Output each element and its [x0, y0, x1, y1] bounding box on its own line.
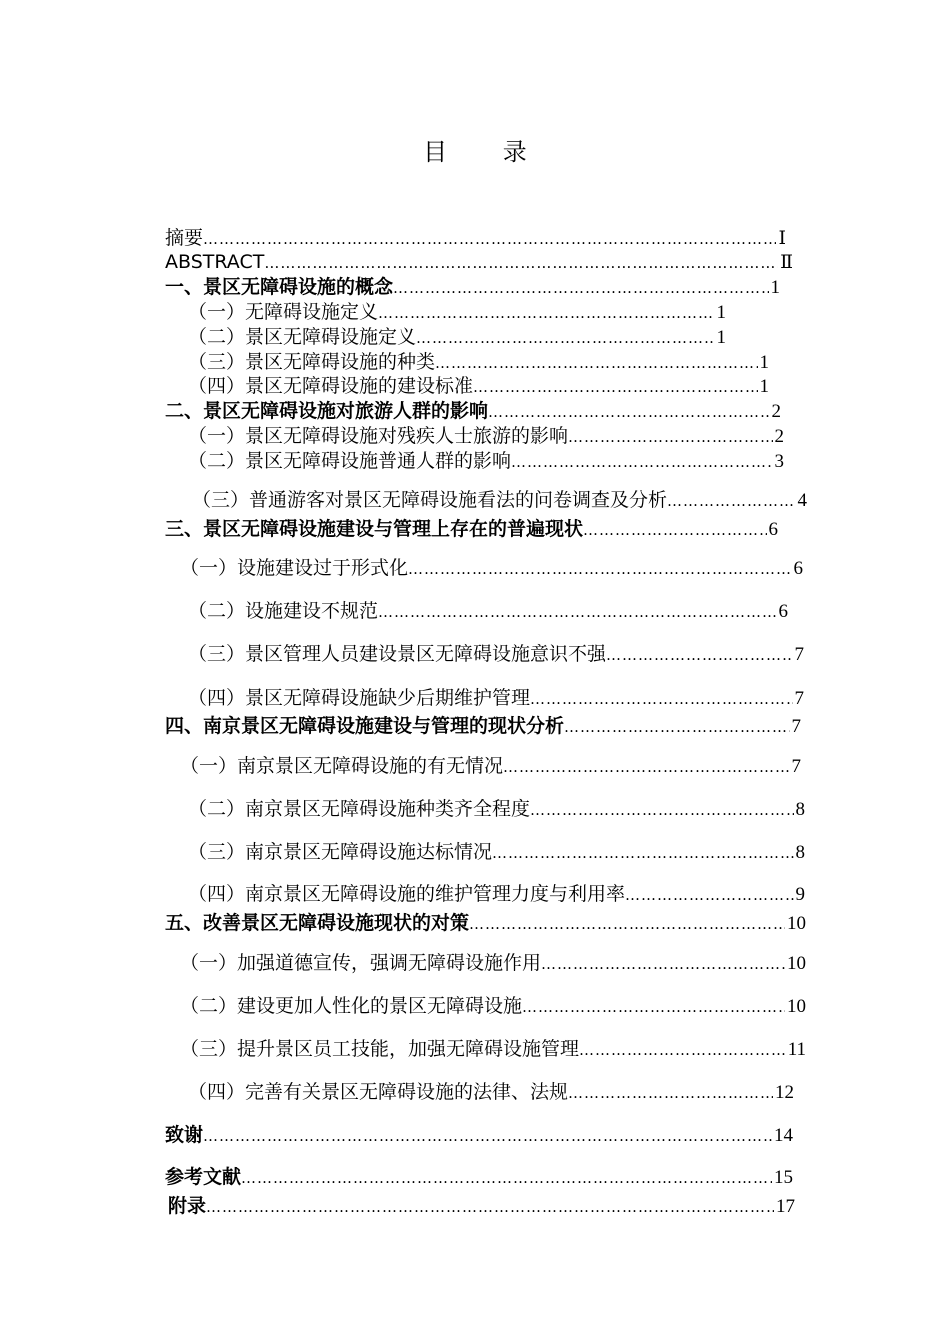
toc-entry-page: 1: [770, 277, 780, 298]
toc-entry: [188, 797, 805, 821]
toc-leader: [568, 425, 772, 448]
toc-leader: [492, 841, 793, 864]
toc-entry-label: （三）普通游客对景区无障碍设施看法的问卷调查及分析: [192, 489, 668, 511]
toc-entry-label: 致谢: [165, 1124, 204, 1146]
toc-entry: [188, 325, 726, 349]
toc-leader: [469, 912, 785, 935]
toc-chapter-entry: [165, 911, 806, 935]
toc-leader: [264, 251, 778, 274]
toc-entry: [180, 556, 803, 580]
toc-leader: [393, 276, 768, 299]
toc-entry-label: （一）设施建设过于形式化: [180, 557, 409, 579]
toc-entry-page: 8: [795, 842, 805, 863]
toc-entry-label: ABSTRACT: [165, 251, 265, 273]
toc-chapter-entry: [165, 399, 781, 423]
toc-entry: [188, 374, 769, 398]
toc-entry-page: 15: [774, 1167, 793, 1188]
toc-entry-label: （三）南京景区无障碍设施达标情况: [188, 841, 493, 863]
toc-entry-page: 9: [795, 884, 805, 905]
toc-entry-page: 3: [774, 451, 784, 472]
toc-entry-page: Ⅰ: [778, 228, 786, 249]
toc-entry-page: 7: [794, 644, 804, 665]
toc-chapter-entry: [165, 517, 778, 541]
toc-entry-page: 1: [759, 376, 769, 397]
toc-entry: [180, 754, 801, 778]
toc-entry-label: （四）完善有关景区无障碍设施的法律、法规: [188, 1081, 569, 1103]
toc-entry: [188, 350, 769, 374]
toc-entry: [188, 300, 726, 324]
toc-entry-label: （二）设施建设不规范: [188, 600, 379, 622]
toc-leader: [435, 351, 757, 374]
toc-entry-label: 参考文献: [165, 1166, 242, 1188]
toc-entry: [188, 882, 805, 906]
toc-entry: [188, 1080, 794, 1104]
toc-entry-label: （三）景区无障碍设施的种类: [188, 351, 436, 373]
toc-entry-page: 2: [771, 401, 781, 422]
toc-chapter-entry: [165, 1123, 793, 1147]
toc-entry-page: 6: [768, 519, 778, 540]
toc-entry-label: （二）建设更加人性化的景区无障碍设施: [180, 995, 523, 1017]
toc-entry-label: 一、景区无障碍设施的概念: [165, 276, 394, 298]
toc-entry-label: （一）景区无障碍设施对残疾人士旅游的影响: [188, 425, 569, 447]
toc-entry-label: （四）景区无障碍设施的建设标准: [188, 375, 474, 397]
toc-entry-page: 7: [791, 716, 801, 737]
toc-entry: [165, 250, 793, 274]
toc-entry-page: 1: [759, 352, 769, 373]
toc-entry-page: 2: [774, 426, 784, 447]
toc-entry-label: （二）南京景区无障碍设施种类齐全程度: [188, 798, 531, 820]
toc-leader: [203, 1124, 772, 1147]
toc-entry-label: （四）南京景区无障碍设施的维护管理力度与利用率: [188, 883, 626, 905]
toc-entry-page: 14: [774, 1125, 793, 1146]
toc-entry-label: 五、改善景区无障碍设施现状的对策: [165, 912, 470, 934]
toc-leader: [568, 1081, 773, 1104]
toc-entry-page: 11: [787, 1039, 806, 1060]
toc-entry-page: 17: [776, 1196, 795, 1217]
toc-entry-page: 1: [716, 302, 726, 323]
toc-leader: [241, 1166, 772, 1189]
toc-entry-label: 四、南京景区无障碍设施建设与管理的现状分析: [165, 715, 565, 737]
toc-entry-label: 摘要: [165, 227, 204, 249]
toc-entry-page: 6: [793, 558, 803, 579]
toc-entry-label: （一）加强道德宣传，强调无障碍设施作用: [180, 952, 542, 974]
toc-entry-page: 1: [716, 327, 726, 348]
toc-leader: [583, 518, 766, 541]
toc-entry-label: 三、景区无障碍设施建设与管理上存在的普遍现状: [165, 518, 584, 540]
toc-chapter-entry: [165, 275, 780, 299]
toc-entry: [180, 1037, 806, 1061]
toc-leader: [416, 326, 714, 349]
toc-leader: [530, 687, 792, 710]
toc-entry: [188, 642, 804, 666]
toc-leader: [579, 1038, 786, 1061]
toc-entry: [165, 226, 786, 250]
toc-chapter-entry: [165, 714, 801, 738]
toc-entry-page: 7: [794, 688, 804, 709]
toc-entry: [188, 424, 784, 448]
toc-entry-label: 二、景区无障碍设施对旅游人群的影响: [165, 400, 489, 422]
toc-leader: [473, 375, 757, 398]
toc-leader: [606, 643, 792, 666]
toc-entry: [180, 994, 806, 1018]
toc-entry-page: 7: [791, 756, 801, 777]
toc-entry-label: （一）南京景区无障碍设施的有无情况: [180, 755, 504, 777]
toc-leader: [564, 715, 789, 738]
toc-leader: [541, 952, 785, 975]
toc-entry-page: 10: [787, 913, 806, 934]
toc-entry: [188, 599, 788, 623]
toc-leader: [667, 489, 795, 512]
toc-leader: [378, 600, 776, 623]
toc-leader: [522, 995, 785, 1018]
toc-leader: [511, 450, 772, 473]
toc-entry-label: （一）无障碍设施定义: [188, 301, 379, 323]
toc-entry-page: 10: [787, 996, 806, 1017]
toc-leader: [503, 755, 789, 778]
toc-entry-page: 6: [778, 601, 788, 622]
toc-leader: [378, 301, 714, 324]
toc-title: 目 录: [423, 138, 551, 166]
toc-entry: [192, 488, 807, 512]
toc-leader: [206, 1195, 774, 1218]
toc-entry-page: 8: [795, 799, 805, 820]
toc-chapter-entry: [168, 1194, 795, 1218]
toc-entry-page: 4: [797, 490, 807, 511]
toc-leader: [203, 227, 776, 250]
toc-entry-label: （二）景区无障碍设施定义: [188, 326, 417, 348]
toc-entry: [188, 686, 804, 710]
toc-entry-page: 12: [775, 1082, 794, 1103]
toc-entry-page: 10: [787, 953, 806, 974]
toc-leader: [408, 557, 791, 580]
toc-entry-page: Ⅱ: [780, 252, 793, 273]
toc-leader: [488, 400, 769, 423]
toc-entry-label: （二）景区无障碍设施普通人群的影响: [188, 450, 512, 472]
toc-entry-label: （四）景区无障碍设施缺少后期维护管理: [188, 687, 531, 709]
toc-entry: [188, 840, 805, 864]
toc-entry: [188, 449, 784, 473]
toc-entry-label: （三）景区管理人员建设景区无障碍设施意识不强: [188, 643, 607, 665]
toc-leader: [530, 798, 793, 821]
toc-chapter-entry: [165, 1165, 793, 1189]
toc-leader: [625, 883, 793, 906]
toc-entry-label: 附录: [168, 1195, 207, 1217]
toc-entry-label: （三）提升景区员工技能，加强无障碍设施管理: [180, 1038, 580, 1060]
toc-entry: [180, 951, 806, 975]
